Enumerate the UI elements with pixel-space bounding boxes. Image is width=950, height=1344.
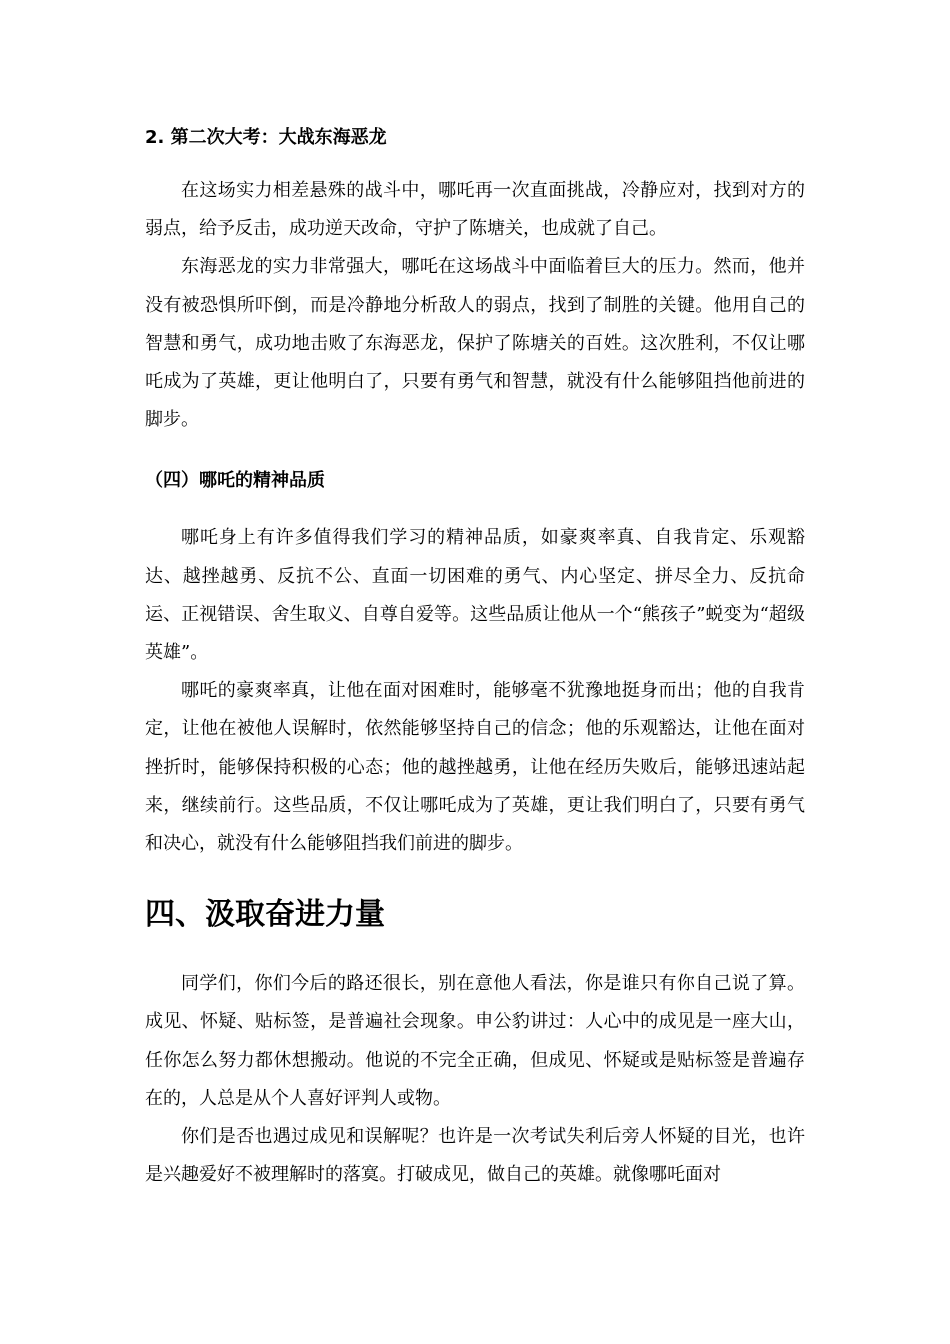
- paragraph: 哪吒的豪爽率真，让他在面对困难时，能够毫不犹豫地挺身而出；他的自我肯定，让他在被他人误解时，依然能够坚持自己的信念；他的乐观豁达，让他在面对挫折时，能够保持积极的心态；他的越挫越勇，让他在经历失败后，能够迅速站起来，继续前行。这些品质，不仅让哪吒成为了英雄，更让我们明白了，只要有勇气和决心，就没有什么能够阻挡我们前进的脚步。: [145, 680, 805, 855]
- chapter-heading-draw-strength: 四、汲取奋进力量: [145, 897, 385, 933]
- paragraph: 哪吒身上有许多值得我们学习的精神品质，如豪爽率真、自我肯定、乐观豁达、越挫越勇、反抗不公、直面一切困难的勇气、内心坚定、拼尽全力、反抗命运、正视错误、舍生取义、自尊自爱等。这些品质让他从一个“熊孩子”蜕变为“超级英雄”。: [145, 527, 805, 664]
- page-content: [145, 118, 805, 1194]
- section-heading-second-test: 2. 第二次大考：大战东海恶龙: [145, 127, 387, 148]
- section-heading-spirit-qualities: （四）哪吒的精神品质: [145, 470, 325, 492]
- paragraph: 在这场实力相差悬殊的战斗中，哪吒再一次直面挑战，冷静应对，找到对方的弱点，给予反击，成功逆天改命，守护了陈塘关，也成就了自己。: [145, 180, 805, 240]
- paragraph: 你们是否也遇过成见和误解呢？也许是一次考试失利后旁人怀疑的目光，也许是兴趣爱好不被理解时的落寞。打破成见，做自己的英雄。就像哪吒面对: [145, 1126, 805, 1186]
- paragraph: 东海恶龙的实力非常强大，哪吒在这场战斗中面临着巨大的压力。然而，他并没有被恐惧所吓倒，而是冷静地分析敌人的弱点，找到了制胜的关键。他用自己的智慧和勇气，成功地击败了东海恶龙，保护了陈塘关的百姓。这次胜利，不仅让哪吒成为了英雄，更让他明白了，只要有勇气和智慧，就没有什么能够阻挡他前进的脚步。: [145, 256, 805, 431]
- paragraph: 同学们，你们今后的路还很长，别在意他人看法，你是谁只有你自己说了算。成见、怀疑、贴标签，是普遍社会现象。申公豹讲过：人心中的成见是一座大山，任你怎么努力都休想搬动。他说的不完全正确，但成见、怀疑或是贴标签是普遍存在的，人总是从个人喜好评判人或物。: [145, 973, 805, 1109]
